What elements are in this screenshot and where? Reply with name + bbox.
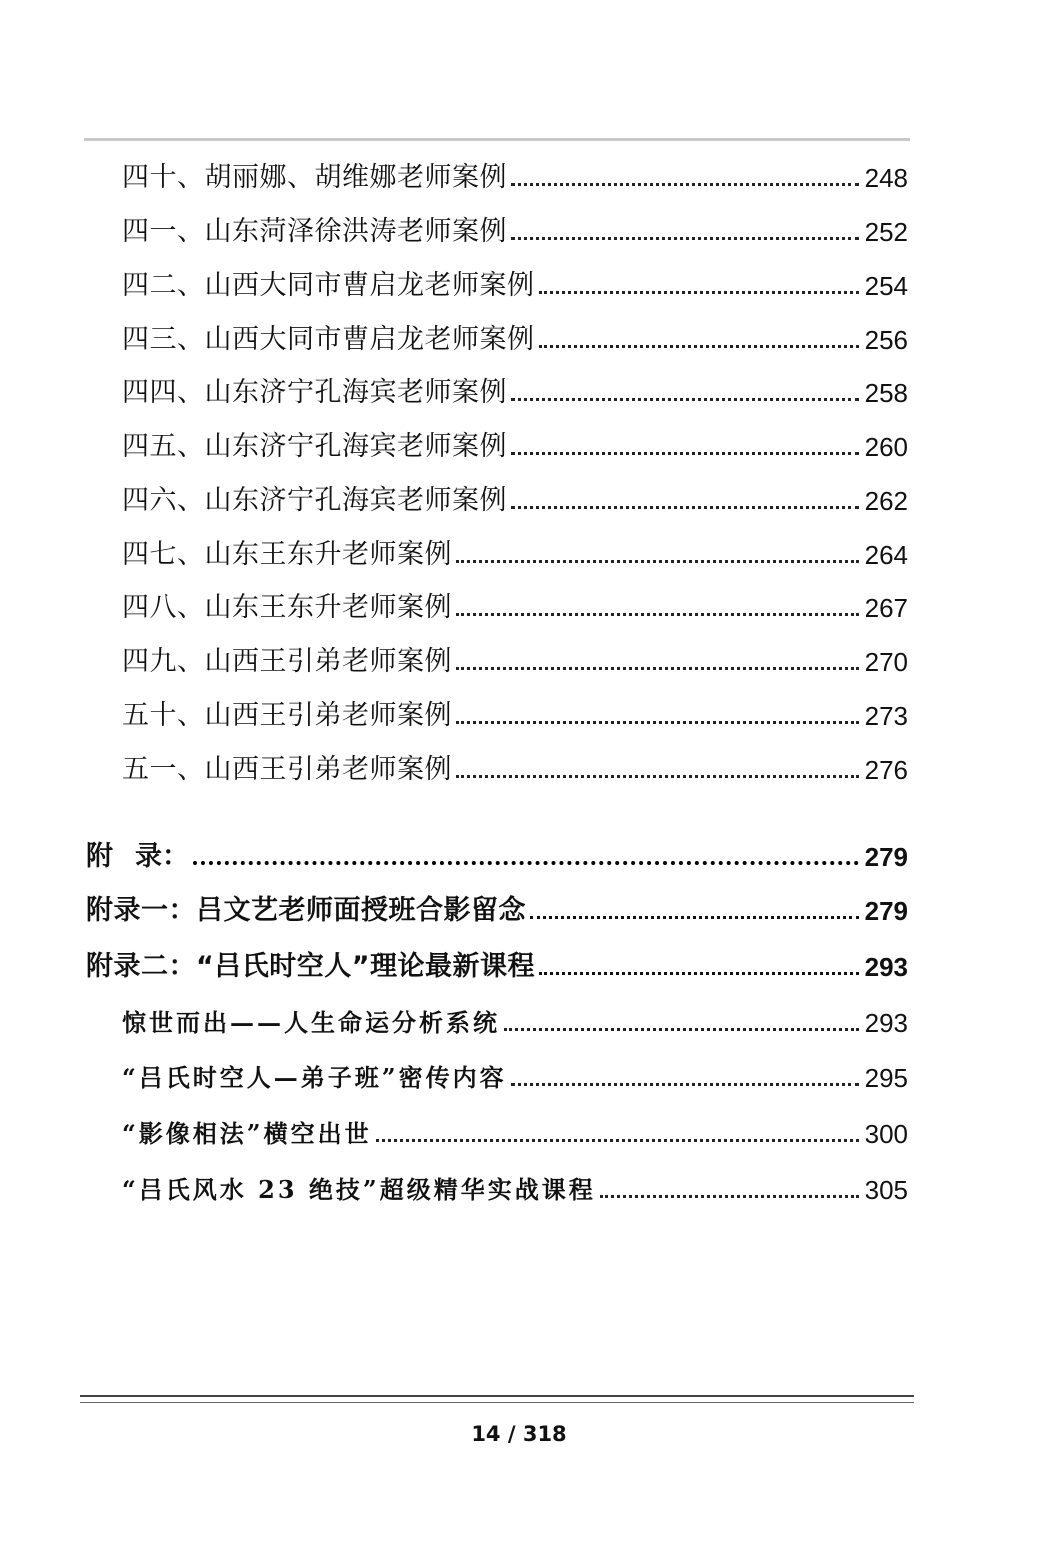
- toc-entry-title: “影像相法”横空出世: [122, 1119, 372, 1148]
- toc-entry-course-3[interactable]: [122, 1114, 908, 1154]
- toc-entry-page: 293: [864, 1008, 908, 1038]
- toc-entry-chapter-47[interactable]: [122, 535, 908, 575]
- dot-leader: [600, 1195, 859, 1198]
- toc-entry-page: 267: [864, 593, 908, 623]
- toc-entry-title: 四四、山东济宁孔海宾老师案例: [122, 377, 507, 408]
- toc-entry-chapter-42[interactable]: [122, 266, 908, 306]
- toc-entry-title: 附录一：吕文艺老师面授班合影留念: [86, 895, 526, 926]
- toc-entry-title: “吕氏风水 23 绝技”超级精华实战课程: [122, 1175, 596, 1204]
- toc-entry-page: 258: [864, 378, 908, 408]
- dot-leader: [539, 972, 859, 975]
- dot-leader: [511, 506, 859, 509]
- page-indicator: 14 / 318: [471, 1422, 567, 1446]
- toc-entry-appendix-1[interactable]: [86, 891, 908, 931]
- toc-entry-chapter-46[interactable]: [122, 481, 908, 521]
- toc-entry-appendix-2[interactable]: [86, 947, 908, 987]
- appendix-label-part1: 附: [86, 841, 113, 872]
- toc-entry-chapter-40[interactable]: [122, 158, 908, 198]
- toc-entry-chapter-43[interactable]: [122, 320, 908, 360]
- toc-entry-page: 262: [864, 486, 908, 516]
- toc-entry-course-1[interactable]: [122, 1003, 908, 1043]
- toc-entry-course-2[interactable]: [122, 1058, 908, 1098]
- dot-leader: [511, 1083, 859, 1086]
- dot-leader: [193, 861, 859, 865]
- appendix-label-part2: 录：: [135, 841, 189, 872]
- toc-entry-page: 279: [864, 896, 908, 926]
- toc-entry-title: “吕氏时空人—弟子班”密传内容: [122, 1063, 507, 1092]
- toc-entry-chapter-44[interactable]: [122, 373, 908, 413]
- dot-leader: [511, 237, 859, 240]
- dot-leader: [456, 560, 859, 563]
- toc-entry-page: 264: [864, 540, 908, 570]
- dot-leader: [456, 613, 859, 616]
- dot-leader: [539, 291, 859, 294]
- toc-entry-title: 四十、胡丽娜、胡维娜老师案例: [122, 162, 507, 193]
- toc-entry-chapter-41[interactable]: [122, 212, 908, 252]
- toc-entry-title: 四五、山东济宁孔海宾老师案例: [122, 431, 507, 462]
- toc-entry-title: 五十、山西王引弟老师案例: [122, 700, 452, 731]
- dot-leader: [511, 452, 859, 455]
- toc-entry-title: 四九、山西王引弟老师案例: [122, 646, 452, 677]
- toc-entry-page: 279: [864, 842, 908, 872]
- footer-rule: [80, 1395, 914, 1403]
- toc-entry-chapter-45[interactable]: [122, 427, 908, 467]
- toc-entry-page: 305: [864, 1175, 908, 1205]
- dot-leader: [456, 775, 859, 778]
- toc-entry-title: 四一、山东菏泽徐洪涛老师案例: [122, 216, 507, 247]
- dot-leader: [511, 183, 859, 186]
- toc-entry-page: 260: [864, 432, 908, 462]
- dot-leader: [456, 721, 859, 724]
- toc-entry-title: 五一、山西王引弟老师案例: [122, 754, 452, 785]
- dot-leader: [456, 667, 859, 670]
- dot-leader: [376, 1139, 859, 1142]
- dot-leader: [504, 1028, 859, 1031]
- toc-entry-page: 295: [864, 1063, 908, 1093]
- toc-entry-title: 四八、山东王东升老师案例: [122, 592, 452, 623]
- toc-entry-title: 四六、山东济宁孔海宾老师案例: [122, 485, 507, 516]
- toc-entry-page: 293: [864, 952, 908, 982]
- toc-entry-page: 273: [864, 701, 908, 731]
- toc-entry-title: 附录二：“吕氏时空人”理论最新课程: [86, 951, 535, 982]
- dot-leader: [511, 398, 859, 401]
- toc-entry-page: 276: [864, 755, 908, 785]
- toc-entry-page: 252: [864, 217, 908, 247]
- toc-entry-title: 四三、山西大同市曹启龙老师案例: [122, 324, 535, 355]
- toc-entry-page: 256: [864, 325, 908, 355]
- toc-entry-title: 四七、山东王东升老师案例: [122, 539, 452, 570]
- toc-entry-page: 254: [864, 271, 908, 301]
- dot-leader: [539, 345, 859, 348]
- toc-entry-chapter-49[interactable]: [122, 642, 908, 682]
- toc-entry-page: 300: [864, 1119, 908, 1149]
- header-rule: [84, 138, 910, 141]
- dot-leader: [530, 916, 859, 919]
- toc-entry-title: 惊世而出——人生命运分析系统: [122, 1008, 500, 1037]
- toc-entry-title: 四二、山西大同市曹启龙老师案例: [122, 270, 535, 301]
- toc-entry-page: 270: [864, 647, 908, 677]
- toc-entry-page: 248: [864, 163, 908, 193]
- toc-entry-course-4[interactable]: [122, 1170, 908, 1210]
- toc-entry-appendix[interactable]: [86, 837, 908, 877]
- toc-entry-chapter-48[interactable]: [122, 588, 908, 628]
- toc-entry-chapter-51[interactable]: [122, 750, 908, 790]
- toc-entry-chapter-50[interactable]: [122, 696, 908, 736]
- toc-entry-title: [86, 837, 189, 877]
